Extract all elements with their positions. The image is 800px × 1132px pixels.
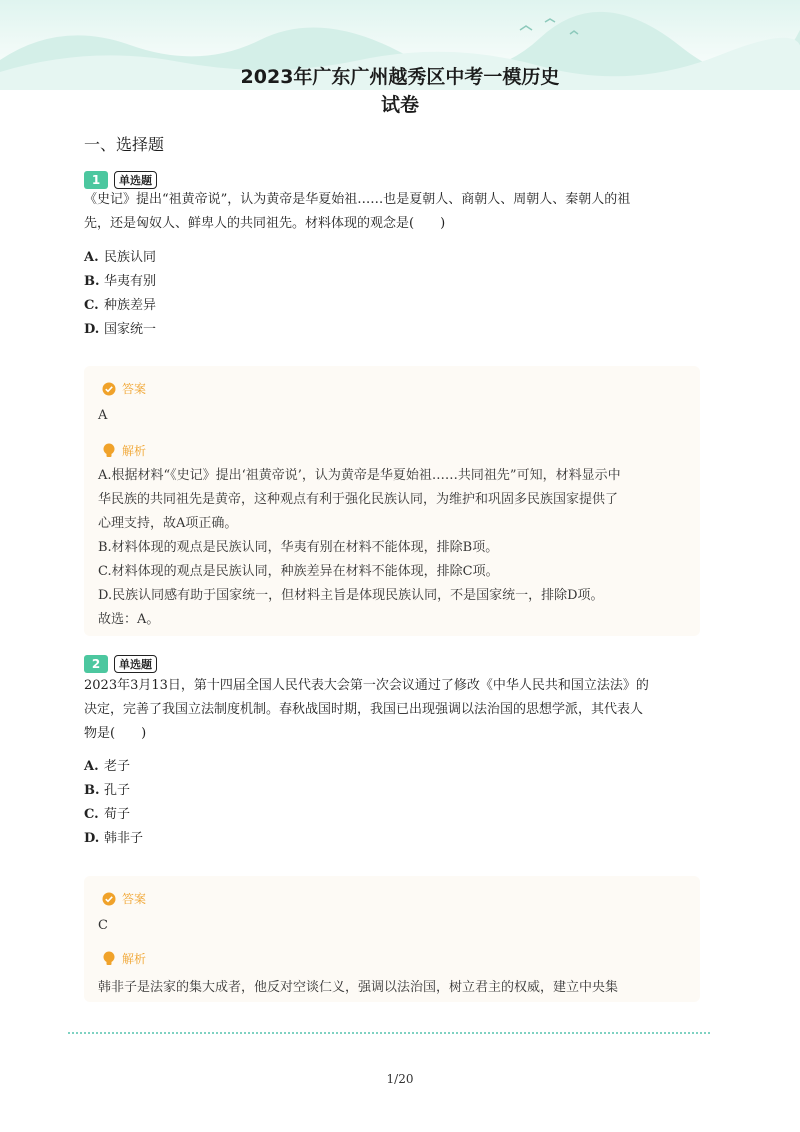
option-letter: A.: [84, 759, 99, 774]
option-b: [84, 779, 130, 798]
document-title: 2023年广东广州越秀区中考一模历史: [240, 66, 560, 88]
section-title: 一、选择题: [84, 135, 165, 154]
answer-value: C: [98, 918, 108, 933]
answer-box: [84, 366, 700, 636]
option-b: [84, 270, 156, 289]
option-text: 国家统一: [104, 322, 157, 337]
question-number-badge: 2: [84, 655, 108, 673]
document-title-line2: 试卷: [380, 94, 419, 116]
question-header: [84, 171, 157, 189]
analysis-line: 故选：A。: [98, 612, 160, 627]
question-header: [84, 655, 157, 673]
option-c: [84, 803, 130, 822]
analysis-label: [102, 442, 146, 459]
question-stem: [84, 674, 704, 746]
question-number-badge: 1: [84, 171, 108, 189]
stem-line: 《史记》提出“祖黄帝说”，认为黄帝是华夏始祖……也是夏朝人、商朝人、周朝人、秦朝人的祖: [84, 192, 631, 207]
analysis-line: C.材料体现的观点是民族认同，种族差异在材料不能体现，排除C项。: [98, 564, 499, 579]
analysis-line: 华民族的共同祖先是黄帝，这种观点有利于强化民族认同，为维护和巩固多民族国家提供了: [98, 492, 619, 507]
analysis-line: B.材料体现的观点是民族认同，华夷有别在材料不能体现，排除B项。: [98, 540, 499, 555]
option-a: [84, 755, 130, 774]
option-letter: B.: [84, 274, 100, 289]
lightbulb-icon: [102, 443, 116, 459]
option-letter: C.: [84, 298, 99, 313]
lightbulb-icon: [102, 951, 116, 967]
question-type-badge: 单选题: [114, 171, 157, 189]
answer-label-text: 答案: [122, 892, 147, 906]
option-a: [84, 246, 156, 265]
analysis-label-text: 解析: [122, 952, 147, 966]
answer-box: [84, 876, 700, 1002]
answer-value: A: [98, 408, 108, 423]
analysis-line: A.根据材料“《史记》提出‘祖黄帝说’，认为黄帝是华夏始祖……共同祖先”可知，材料显示中: [98, 468, 621, 483]
answer-label: [102, 890, 146, 907]
option-c: [84, 294, 156, 313]
stem-line: 决定，完善了我国立法制度机制。春秋战国时期，我国已出现强调以法治国的思想学派，其代表人: [84, 702, 644, 717]
option-text: 孔子: [104, 783, 131, 798]
option-text: 韩非子: [104, 831, 144, 846]
analysis-label: [102, 950, 146, 967]
question-type-badge: 单选题: [114, 655, 157, 673]
stem-line: 先，还是匈奴人、鲜卑人的共同祖先。材料体现的观念是( ): [84, 216, 446, 231]
option-text: 华夷有别: [104, 274, 157, 289]
option-text: 种族差异: [104, 298, 157, 313]
stem-line: 2023年3月13日，第十四届全国人民代表大会第一次会议通过了修改《中华人民共和国立法法》的: [84, 678, 649, 693]
option-d: [84, 827, 143, 846]
analysis-line: 心理支持，故A项正确。: [98, 516, 238, 531]
option-letter: C.: [84, 807, 99, 822]
footer-divider: [68, 1032, 710, 1034]
option-letter: B.: [84, 783, 100, 798]
option-d: [84, 318, 156, 337]
answer-label: [102, 380, 146, 397]
check-icon: [102, 892, 116, 906]
option-letter: D.: [84, 322, 100, 337]
option-letter: D.: [84, 831, 100, 846]
option-text: 老子: [104, 759, 131, 774]
option-text: 民族认同: [104, 250, 157, 265]
check-icon: [102, 382, 116, 396]
option-text: 荀子: [104, 807, 131, 822]
analysis-line: D.民族认同感有助于国家统一，但材料主旨是体现民族认同，不是国家统一，排除D项。: [98, 588, 604, 603]
question-stem: [84, 188, 704, 236]
option-letter: A.: [84, 250, 99, 265]
page-number: 1/20: [386, 1072, 414, 1086]
answer-label-text: 答案: [122, 382, 147, 396]
analysis-line: 韩非子是法家的集大成者，他反对空谈仁义，强调以法治国，树立君主的权威，建立中央集: [98, 980, 619, 995]
stem-line: 物是( ): [84, 726, 147, 741]
analysis-label-text: 解析: [122, 444, 147, 458]
